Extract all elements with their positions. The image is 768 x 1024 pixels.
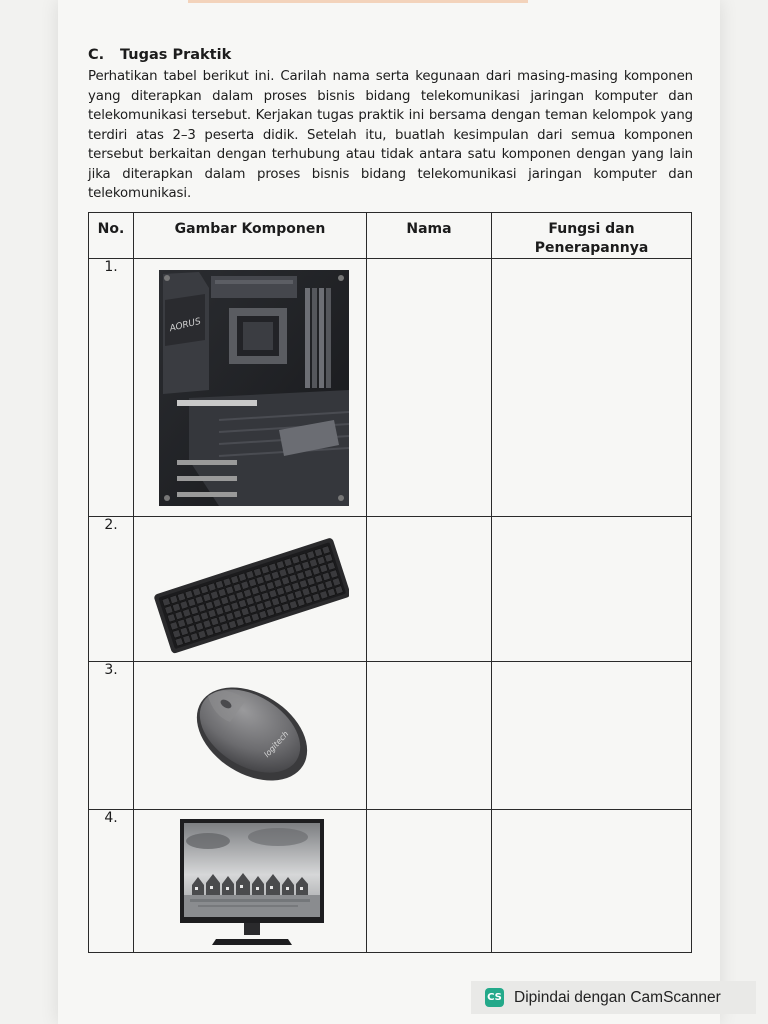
table-header-row	[89, 213, 692, 259]
row-number: 2.	[89, 517, 134, 662]
svg-text:AORUS: AORUS	[168, 316, 202, 335]
motherboard-image	[159, 270, 349, 506]
header-no: No.	[89, 213, 134, 259]
row-fungsi-cell[interactable]	[492, 810, 692, 953]
svg-text:logitech: logitech	[262, 729, 291, 760]
row-fungsi-cell[interactable]	[492, 662, 692, 810]
row-fungsi-cell[interactable]	[492, 259, 692, 517]
section-title: Tugas Praktik	[120, 47, 232, 63]
row-image-cell	[134, 810, 367, 953]
row-nama-cell[interactable]	[367, 259, 492, 517]
header-nama: Nama	[367, 213, 492, 259]
row-number: 1.	[89, 259, 134, 517]
component-table	[88, 212, 692, 953]
row-nama-cell[interactable]	[367, 517, 492, 662]
mouse-image	[186, 676, 318, 792]
header-fungsi-line1: Fungsi dan	[548, 221, 635, 237]
camscanner-logo-icon: CS	[485, 988, 504, 1007]
row-fungsi-cell[interactable]	[492, 517, 692, 662]
row-nama-cell[interactable]	[367, 810, 492, 953]
header-gambar: Gambar Komponen	[134, 213, 367, 259]
row-number: 3.	[89, 662, 134, 810]
row-image-cell	[134, 259, 367, 517]
table-row	[89, 662, 692, 810]
section-heading	[88, 47, 231, 63]
camscanner-watermark	[471, 981, 756, 1014]
table-row	[89, 810, 692, 953]
row-nama-cell[interactable]	[367, 662, 492, 810]
monitor-image	[178, 819, 326, 947]
row-image-cell	[134, 517, 367, 662]
keyboard-image	[154, 525, 349, 660]
instructions-paragraph: Perhatikan tabel berikut ini. Carilah nama serta kegunaan dari masing-masing komponen yang diterapkan dalam proses bisnis bidang telekomunikasi jaringan komputer dan telekomunikasi tersebut. Kerjakan tugas praktik ini bersama dengan teman kelompok yang terdiri atas 2–3 peserta didik. Setelah itu, buatlah kesimpulan dari semua komponen tersebut berkaitan dengan terhubung atau tidak antara satu komponen dengan yang lain jika diterapkan dalam proses bisnis bidang telekomunikasi jaringan komputer dan telekomunikasi.	[88, 69, 693, 201]
header-fungsi	[492, 213, 692, 259]
camscanner-text: Dipindai dengan CamScanner	[514, 988, 721, 1006]
table-row	[89, 517, 692, 662]
row-number: 4.	[89, 810, 134, 953]
row-image-cell	[134, 662, 367, 810]
header-fungsi-line2: Penerapannya	[534, 240, 649, 256]
table-row	[89, 259, 692, 517]
section-letter: C.	[88, 47, 105, 63]
